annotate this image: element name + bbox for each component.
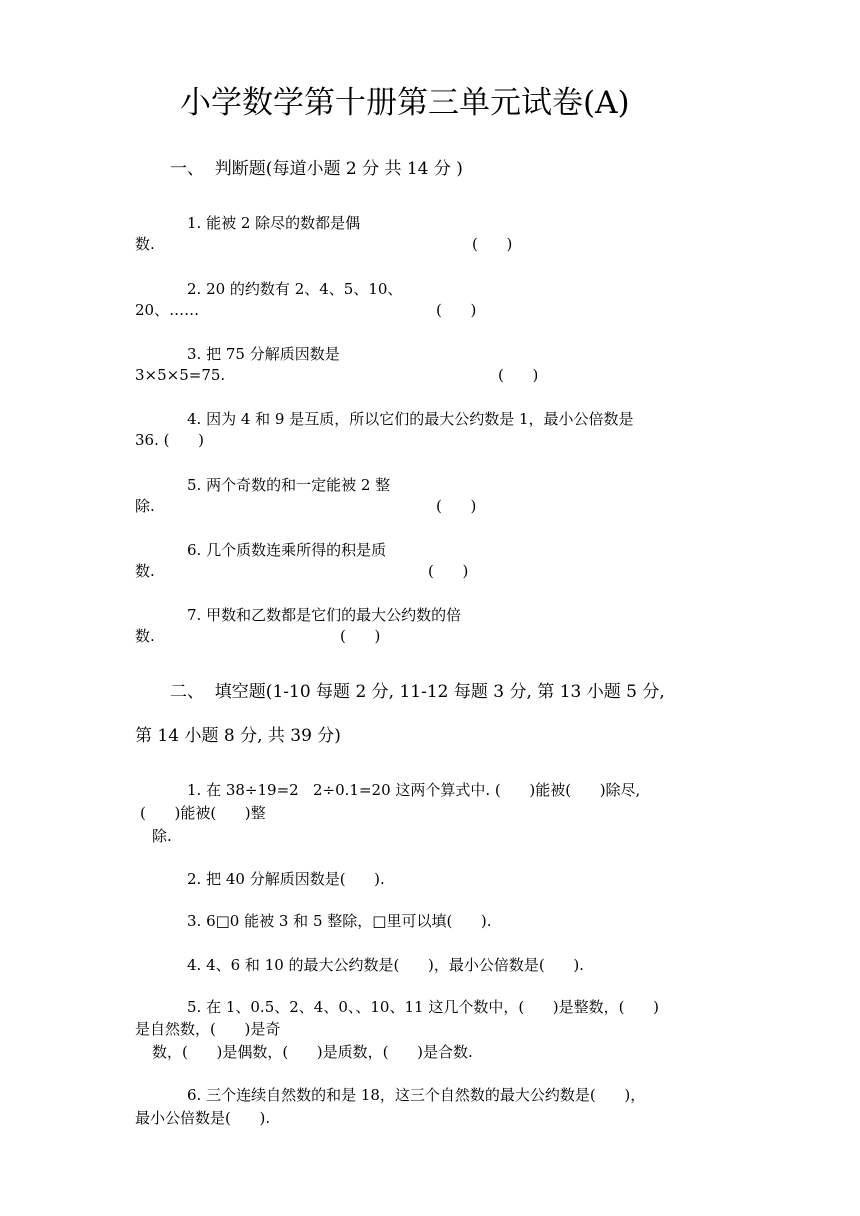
question-text-cont: 20、…… bbox=[135, 301, 200, 319]
question-text: 7. 甲数和乙数都是它们的最大公约数的倍 bbox=[187, 606, 462, 624]
fill-question-4: 4. 4、6 和 10 的最大公约数是( )，最小公倍数是( ). bbox=[187, 956, 584, 974]
question-text: 6. 几个质数连乘所得的积是质 bbox=[187, 541, 387, 559]
answer-paren: ( ) bbox=[472, 235, 513, 253]
question-text-cont: 3×5×5=75. bbox=[135, 366, 226, 384]
question-text-cont: 除. bbox=[135, 497, 155, 515]
answer-paren: ( ) bbox=[436, 497, 477, 515]
question-text-cont: 数，( )是偶数，( )是质数，( )是合数. bbox=[152, 1043, 473, 1061]
question-text: 5. 在 1、0.5、2、4、0、、10、11 这几个数中，( )是整数，( ) bbox=[187, 998, 659, 1016]
question-text-cont: 除. bbox=[152, 827, 172, 845]
question-text-cont: 36. ( ) bbox=[135, 431, 204, 449]
section2-heading: 二、 填空题(1-10 每题 2 分, 11-12 每题 3 分, 第 13 小题 5 分, bbox=[170, 682, 665, 702]
page-title: 小学数学第十册第三单元试卷(A) bbox=[180, 85, 630, 121]
question-text-cont: 数. bbox=[135, 235, 155, 253]
question-text: 5. 两个奇数的和一定能被 2 整 bbox=[187, 476, 391, 494]
question-text-cont: 是自然数，( )是奇 bbox=[135, 1020, 281, 1038]
section2-heading-cont: 第 14 小题 8 分, 共 39 分) bbox=[135, 726, 341, 746]
answer-paren: ( ) bbox=[436, 301, 477, 319]
section1-heading: 一、 判断题(每道小题 2 分 共 14 分 ) bbox=[170, 159, 463, 179]
question-text: 1. 能被 2 除尽的数都是偶 bbox=[187, 214, 361, 232]
question-text-cont: ( )能被( )整 bbox=[140, 804, 266, 822]
question-text-cont: 最小公倍数是( ). bbox=[135, 1109, 271, 1127]
answer-paren: ( ) bbox=[340, 627, 381, 645]
fill-question-3: 3. 6□0 能被 3 和 5 整除，□里可以填( ). bbox=[187, 912, 492, 930]
question-text-cont: 数. bbox=[135, 627, 155, 645]
question-text: 6. 三个连续自然数的和是 18，这三个自然数的最大公约数是( )， bbox=[187, 1086, 646, 1104]
question-text: 4. 因为 4 和 9 是互质，所以它们的最大公约数是 1，最小公倍数是 bbox=[187, 410, 634, 428]
fill-question-2: 2. 把 40 分解质因数是( ). bbox=[187, 870, 385, 888]
answer-paren: ( ) bbox=[498, 366, 539, 384]
question-text: 1. 在 38÷19=2 2÷0.1=20 这两个算式中. ( )能被( )除尽, bbox=[187, 781, 641, 799]
question-text: 2. 20 的约数有 2、4、5、10、 bbox=[187, 280, 403, 298]
question-text: 3. 把 75 分解质因数是 bbox=[187, 345, 340, 363]
answer-paren: ( ) bbox=[428, 562, 469, 580]
question-text-cont: 数. bbox=[135, 562, 155, 580]
